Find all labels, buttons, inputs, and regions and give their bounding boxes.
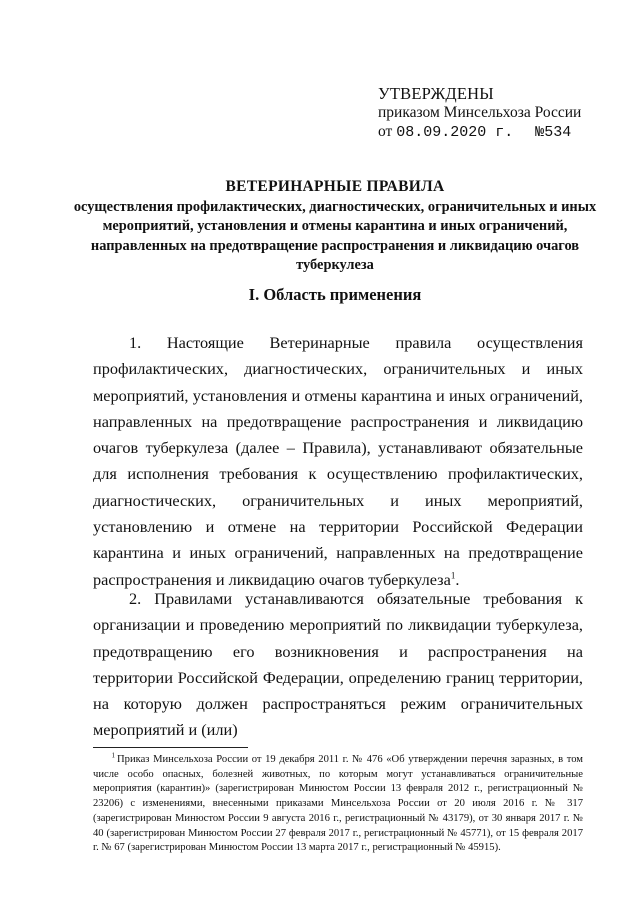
paragraph-2-text: 2. Правилами устанавливаются обязательные требования к организации и проведению мероприятий по ликвидации туберкулеза, предотвращению его возникновения и распространения на территории Российской Федерации, определению границ территории, на которую должен распространяться режим ограничительных мероприятий и (или) [93,589,583,740]
footnote [93,753,583,856]
approval-date-prefix: от [378,123,393,140]
approval-number: №534 [535,124,572,141]
paragraph-2 [93,586,583,744]
footnote-divider [93,747,248,748]
paragraph-1 [93,330,583,593]
approval-date: 08.09.2020 г. [396,124,514,141]
approval-order-line: приказом Минсельхоза России [378,104,582,121]
footnote-mark: 1 [111,751,115,760]
approval-date-line [378,122,598,142]
footnote-ref[interactable]: 1 [450,570,456,581]
approval-block [378,84,598,142]
section-heading: I. Область применения [248,285,422,304]
document-title-block [70,177,600,276]
paragraph-1-text: 1. Настоящие Ветеринарные правила осуществления профилактических, диагностических, ограничительных и иных мероприятий, установления и отмены карантина и иных ограничений, направленных на предотвращение распространения и ликвидацию очагов туберкулеза (далее – Правила), устанавливают обязательные для исполнения требования к осуществлению профилактических, диагностических, ограничительных и иных мероприятий, установлению и отмене на территории Российской Федерации карантина и иных ограничений, направленных на предотвращение распространения и ликвидацию очагов туберкулеза [93,333,583,589]
approval-title: УТВЕРЖДЕНЫ [378,84,494,103]
document-title: ВЕТЕРИНАРНЫЕ ПРАВИЛА [225,178,445,195]
paragraph-1-tail: . [455,569,460,589]
document-subtitle: осуществления профилактических, диагностических, ограничительных и иных мероприятий, установления и отмены карантина и иных ограничений, направленных на предотвращение распространения и ликвидацию очагов туберкулеза [73,198,597,273]
footnote-text: Приказ Минсельхоза России от 19 декабря 2011 г. № 476 «Об утверждении перечня заразных, в том числе особо опасных, болезней животных, по которым могут устанавливаться ограничительные мероприятия (карантин)» (зарегистрирован Минюстом России 13 февраля 2012 г., регистрационный № 23206) с изменениями, внесенными приказами Минсельхоза России от 20 июля 2016 г. № 317 (зарегистрирован Минюстом России 9 августа 2016 г., регистрационный № 43179), от 30 января 2017 г. № 40 (зарегистрирован Минюстом России 27 февраля 2017 г., регистрационный № 45771), от 15 февраля 2017 г. № 67 (зарегистрирован Минюстом России 13 марта 2017 г., регистрационный № 45915). [93,754,583,854]
footnote-mark-wrap [93,753,115,768]
